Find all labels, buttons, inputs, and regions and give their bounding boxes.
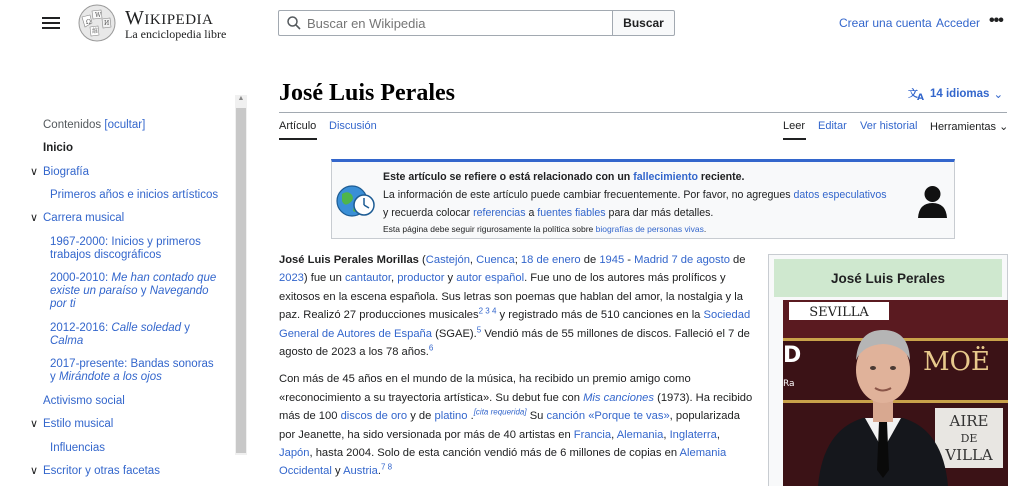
- toc-item-label-italic: Navegando: [149, 285, 209, 297]
- link-autor-espanol[interactable]: autor español: [456, 272, 525, 285]
- notice-bold-text: Este artículo se refiere o está relacionado con un: [383, 171, 634, 183]
- link-inglaterra[interactable]: Inglaterra: [669, 428, 717, 441]
- chevron-down-icon[interactable]: ∨: [30, 465, 39, 477]
- language-count: 14 idiomas: [930, 88, 990, 100]
- menu-bar: [42, 22, 60, 24]
- toc-item-label-line: [50, 371, 214, 384]
- person-silhouette-icon: [916, 184, 949, 218]
- menu-bar: [42, 27, 60, 29]
- toc-item-label-italic: Calle soledad: [111, 322, 182, 334]
- create-account-link[interactable]: Crear una cuenta: [839, 16, 932, 30]
- text: (1973). Ha recibido más de 100: [279, 391, 753, 423]
- notice-link-reliable-sources[interactable]: fuentes fiables: [537, 207, 606, 219]
- citation-link[interactable]: 2 3 4: [478, 306, 497, 316]
- photo-sign-text: DE: [960, 432, 978, 445]
- link-madrid[interactable]: Madrid: [634, 254, 669, 266]
- link-cancion[interactable]: canción: [546, 410, 586, 423]
- toc-item-label-line: [50, 322, 190, 335]
- toc-item-label: 2012-2016:: [50, 322, 112, 334]
- search-input[interactable]: [307, 16, 597, 31]
- text: Su: [526, 410, 547, 423]
- link-austria[interactable]: Austria: [343, 465, 378, 478]
- toc-item-label-italic: Mirándote a los ojos: [58, 371, 162, 383]
- tab-read-underline: [783, 138, 806, 140]
- link-cuenca[interactable]: Cuenca: [476, 254, 515, 266]
- text: (: [418, 254, 426, 266]
- infobox-title: José Luis Perales: [774, 259, 1002, 297]
- notice-link-references[interactable]: referencias: [473, 207, 526, 219]
- toc-item-label: Biografía: [43, 166, 90, 178]
- notice-text-span: para dar más detalles.: [605, 207, 714, 219]
- text: ) fue un: [303, 272, 345, 285]
- toc-title: Contenidos: [43, 119, 102, 131]
- toc-item-estilo-musical[interactable]: [30, 418, 114, 431]
- link-discos-de-oro[interactable]: discos de oro: [340, 410, 408, 423]
- text: Con más de 45 años en el mundo de la música, ha recibido un premio amigo como «reconocimiento a su trayectoria artística». Su debut fue con: [279, 373, 691, 404]
- toc-item-label: 1967-2000: Inicios y primeros: [50, 236, 201, 248]
- page-title: José Luis Perales: [279, 80, 455, 106]
- toc-item-label-italic: Me han contado que: [111, 272, 217, 284]
- toc-hide-link[interactable]: [ocultar]: [104, 119, 146, 131]
- text: y: [444, 272, 457, 285]
- svg-text:文: 文: [908, 89, 918, 100]
- text: de: [580, 254, 600, 266]
- notice-text-span: .: [703, 224, 707, 234]
- toc-item-escritor[interactable]: [30, 465, 160, 478]
- notice-text-span: y recuerda colocar: [383, 207, 474, 219]
- notice-bold-text: reciente.: [697, 171, 745, 183]
- wikipedia-globe-logo[interactable]: [76, 3, 118, 43]
- infobox-photo[interactable]: [783, 300, 1008, 486]
- svg-text:A: A: [917, 93, 924, 101]
- text: .: [467, 410, 474, 423]
- link-platino[interactable]: platino: [434, 410, 468, 423]
- toc-item-2012-2016[interactable]: [50, 322, 190, 348]
- toc-item-label: y: [137, 285, 150, 297]
- text: y: [331, 465, 344, 478]
- text: ,: [611, 428, 617, 441]
- link-cantautor[interactable]: cantautor: [344, 272, 391, 285]
- toc-item-label-line: [50, 298, 216, 311]
- text: de: [729, 254, 746, 266]
- toc-item-label-line: [50, 335, 190, 348]
- tools-label: Herramientas: [930, 121, 997, 133]
- svg-text:W: W: [95, 12, 102, 19]
- notice-line: [383, 186, 913, 204]
- wordmark-initial: W: [125, 7, 145, 29]
- toc-item-activismo-social[interactable]: Activismo social: [43, 395, 125, 407]
- link-sgae[interactable]: Sociedad General de Autores de España: [279, 309, 751, 340]
- text: , popularizada por Jeanette, ha sido versionada por más de 40 artistas en: [279, 410, 740, 441]
- subject-name: José Luis Perales Morillas: [279, 254, 419, 266]
- text: . Fue uno de los autores más prolíficos y exitosos en la escena española. Sus letras son poemas que hablan del amor, la nostalgia y la paz. Realizó 27 producciones musicales: [279, 272, 743, 322]
- current-event-clock-globe-icon: [336, 184, 376, 220]
- toc-item-label: trabajos discográficos: [50, 249, 162, 261]
- citation-link[interactable]: 6: [428, 343, 434, 353]
- article-body: [279, 251, 753, 486]
- svg-text:維: 維: [92, 28, 99, 35]
- notice-text-span: La información de este artículo puede cambiar frecuentemente. Por favor, no agregues: [383, 189, 794, 201]
- notice-text: [383, 168, 913, 236]
- toc-item-label: Escritor y otras facetas: [43, 465, 160, 477]
- tab-read[interactable]: Leer: [783, 120, 806, 132]
- text: ,: [716, 428, 720, 441]
- toc-item-label: y: [181, 322, 191, 334]
- translate-icon: [908, 87, 926, 101]
- toc-item-carrera-musical[interactable]: [30, 212, 125, 225]
- photo-sign-text: MOË: [923, 347, 990, 377]
- toc-item-label: Estilo musical: [43, 418, 114, 430]
- notice-line: [383, 204, 913, 222]
- toc-item-label: 2017-presente: Bandas sonoras: [50, 358, 214, 370]
- toc-item-label-italic: existe un paraíso: [50, 285, 138, 297]
- chevron-down-icon: ⌄: [999, 121, 1009, 133]
- link-mis-canciones[interactable]: Mis canciones: [583, 391, 654, 404]
- toc-item-label: y: [50, 371, 59, 383]
- text: ,: [390, 272, 398, 285]
- language-button[interactable]: [908, 87, 1003, 101]
- photo-sign-text: AIRE: [949, 412, 989, 430]
- toc-item-1967-2000[interactable]: [50, 236, 201, 262]
- text: ,: [663, 428, 670, 441]
- wordmark-rest: IKIPEDIA: [144, 12, 214, 28]
- wikipedia-tagline: La enciclopedia libre: [125, 27, 227, 41]
- link-alemania-occidental[interactable]: Alemania Occidental: [279, 447, 727, 478]
- login-link[interactable]: Acceder: [936, 16, 981, 30]
- svg-text:Ω: Ω: [86, 19, 91, 26]
- tab-history[interactable]: Ver historial: [860, 120, 918, 132]
- citation-link[interactable]: 5: [476, 324, 482, 334]
- notice-link-fallecimiento[interactable]: fallecimiento: [633, 171, 698, 183]
- toc-item-label: Carrera musical: [43, 212, 125, 224]
- toc-item-label-italic: por ti: [50, 298, 76, 310]
- svg-text:И: И: [104, 20, 110, 27]
- notice-link-living-persons[interactable]: biografías de personas vivas: [595, 224, 704, 234]
- notice-line-small: [383, 222, 913, 236]
- title-divider: [279, 112, 1007, 113]
- text: y de: [407, 410, 435, 423]
- link-alemania[interactable]: Alemania: [616, 428, 664, 441]
- link-japon[interactable]: Japón: [279, 447, 310, 460]
- toc-item-primeros-anos[interactable]: Primeros años e inicios artísticos: [50, 189, 219, 201]
- text: , hasta 2004. Solo de esta canción vendió más de 6 millones de copias en: [309, 447, 680, 460]
- link-francia[interactable]: Francia: [573, 428, 612, 441]
- article-paragraph-1: [279, 251, 753, 361]
- text: ,: [469, 254, 477, 266]
- photo-sign-text: D: [783, 343, 802, 368]
- main-menu-button[interactable]: [42, 14, 60, 30]
- link-porque-te-vas[interactable]: «Porque te vas»: [588, 410, 670, 423]
- toc-item-label-line: [50, 285, 216, 298]
- search-button[interactable]: Buscar: [612, 10, 675, 36]
- link-castejon[interactable]: Castejón: [425, 254, 470, 266]
- text: Vendió más de 55 millones de discos. Falleció el 7 de agosto de 2023 a los 78 años.: [279, 327, 750, 359]
- notice-text-span: a: [525, 207, 538, 219]
- photo-sign-text: Ra: [783, 379, 795, 389]
- link-death-date[interactable]: 7 de agosto: [671, 254, 730, 266]
- search-field[interactable]: [278, 10, 613, 36]
- scroll-up-arrow-icon[interactable]: ▲: [237, 95, 245, 102]
- tools-dropdown[interactable]: [930, 120, 1008, 133]
- notice-text-span: Esta página debe seguir rigurosamente la política sobre: [383, 224, 596, 234]
- toc-item-label-italic: Calma: [50, 335, 84, 347]
- link-death-year[interactable]: 2023: [279, 272, 304, 285]
- tab-article[interactable]: Artículo: [279, 120, 317, 132]
- text: ;: [514, 254, 521, 266]
- chevron-down-icon[interactable]: ∨: [30, 166, 39, 178]
- photo-sign-text: VILLA: [945, 446, 993, 464]
- link-birth-year[interactable]: 1945: [599, 254, 625, 266]
- tab-talk[interactable]: Discusión: [329, 120, 377, 132]
- toc-item-2017-presente[interactable]: [50, 358, 214, 384]
- tab-article-underline: [279, 138, 317, 140]
- more-options-icon[interactable]: •••: [989, 12, 1003, 29]
- text: y registrado más de 510 canciones en la: [496, 309, 704, 322]
- citation-link[interactable]: 7 8: [381, 462, 393, 472]
- toc-item-inicio[interactable]: Inicio: [43, 142, 74, 154]
- photo-sign-text: SEVILLA: [809, 305, 869, 320]
- toc-header: [43, 119, 145, 131]
- search-icon: [287, 16, 301, 30]
- link-birth-date[interactable]: 18 de enero: [520, 254, 581, 266]
- toc-item-2000-2010[interactable]: [50, 272, 216, 311]
- toc-item-label: 2000-2010:: [50, 272, 112, 284]
- text: (SGAE).: [432, 327, 477, 340]
- chevron-down-icon[interactable]: ∨: [30, 418, 39, 430]
- tab-edit[interactable]: Editar: [818, 120, 847, 132]
- citation-needed-link[interactable]: [cita requerida]: [473, 407, 527, 417]
- text: -: [624, 254, 635, 266]
- toc-item-biografia[interactable]: [30, 166, 90, 179]
- notice-link-speculative[interactable]: datos especulativos: [793, 189, 887, 201]
- menu-bar: [42, 17, 60, 19]
- toc-item-label-line: [50, 272, 216, 285]
- article-paragraph-2: [279, 370, 753, 480]
- link-productor[interactable]: productor: [397, 272, 445, 285]
- notice-line: [383, 168, 913, 186]
- chevron-down-icon[interactable]: ∨: [30, 212, 39, 224]
- toc-item-influencias[interactable]: Influencias: [50, 442, 105, 454]
- toc-scrollbar-thumb[interactable]: [236, 108, 246, 453]
- chevron-down-icon: ⌄: [993, 89, 1004, 101]
- text: .: [377, 465, 381, 478]
